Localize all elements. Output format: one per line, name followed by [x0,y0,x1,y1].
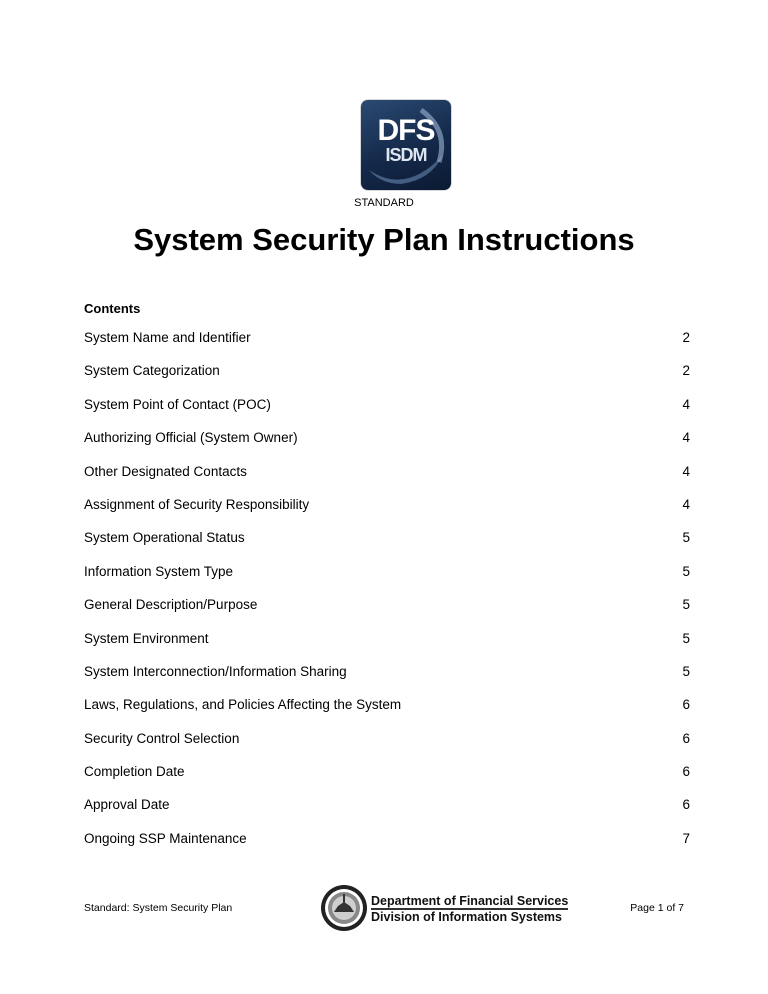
toc-entry[interactable] [84,429,690,462]
logo-text-isdm: ISDM [385,145,427,165]
toc-entry-page: 5 [682,663,690,679]
toc-entry-title: Information System Type [84,563,234,579]
toc-entry-page: 2 [682,330,690,345]
department-wordmark [371,894,568,924]
toc-entry[interactable] [84,696,690,729]
toc-entry[interactable] [84,730,690,763]
toc-entry-page: 5 [682,597,690,613]
toc-entry-page: 4 [682,496,690,512]
toc-entry[interactable] [84,830,690,863]
toc-entry-title: Laws, Regulations, and Policies Affecting the System [84,697,402,713]
toc-entry-title: Assignment of Security Responsibility [84,496,310,512]
table-of-contents [84,329,690,863]
footer-doc-name: Standard: System Security Plan [84,902,233,914]
dept-line-1: Department of Financial Services [371,894,569,908]
toc-entry-page: 4 [682,463,690,479]
toc-entry-page: 5 [682,530,690,546]
toc-entry-title: General Description/Purpose [84,597,258,613]
toc-entry-title: System Point of Contact (POC) [84,396,271,412]
toc-entry-title: System Categorization [84,363,220,379]
toc-entry-title: Other Designated Contacts [84,463,247,479]
toc-entry-title: Security Control Selection [84,730,240,746]
toc-entry-page: 2 [682,363,690,379]
toc-entry[interactable] [84,496,690,529]
state-seal-icon [320,884,368,932]
toc-entry-title: System Interconnection/Information Sharing [84,663,347,679]
toc-entry-page: 7 [682,830,690,846]
toc-entry-page: 5 [682,630,690,646]
toc-entry-title: System Name and Identifier [84,330,251,345]
toc-entry[interactable] [84,396,690,429]
toc-entry[interactable] [84,796,690,829]
toc-entry[interactable] [84,563,690,596]
document-type: STANDARD [354,197,414,209]
logo-text-dfs: DFS [377,114,435,147]
toc-entry-page: 5 [682,563,690,579]
toc-entry-page: 6 [682,730,690,746]
toc-entry[interactable] [84,362,690,395]
toc-entry-title: Approval Date [84,797,170,813]
toc-entry[interactable] [84,663,690,696]
contents-heading: Contents [84,301,141,316]
toc-entry[interactable] [84,763,690,796]
dept-line-2: Division of Information Systems [371,908,568,924]
toc-entry-page: 4 [682,430,690,446]
toc-entry[interactable] [84,329,690,362]
toc-entry-page: 6 [682,764,690,780]
toc-entry-title: Authorizing Official (System Owner) [84,430,298,446]
toc-entry-page: 6 [682,697,690,713]
toc-entry[interactable] [84,529,690,562]
toc-entry-title: System Environment [84,630,209,646]
toc-entry-page: 4 [682,396,690,412]
toc-entry-title: Completion Date [84,764,185,780]
page-title: System Security Plan Instructions [133,222,635,257]
page-number: Page 1 of 7 [630,902,684,914]
toc-entry[interactable] [84,463,690,496]
toc-entry[interactable] [84,630,690,663]
toc-entry-page: 6 [682,797,690,813]
toc-entry-title: System Operational Status [84,530,245,546]
dfs-isdm-logo [361,100,451,190]
toc-entry-title: Ongoing SSP Maintenance [84,830,247,846]
toc-entry[interactable] [84,596,690,629]
